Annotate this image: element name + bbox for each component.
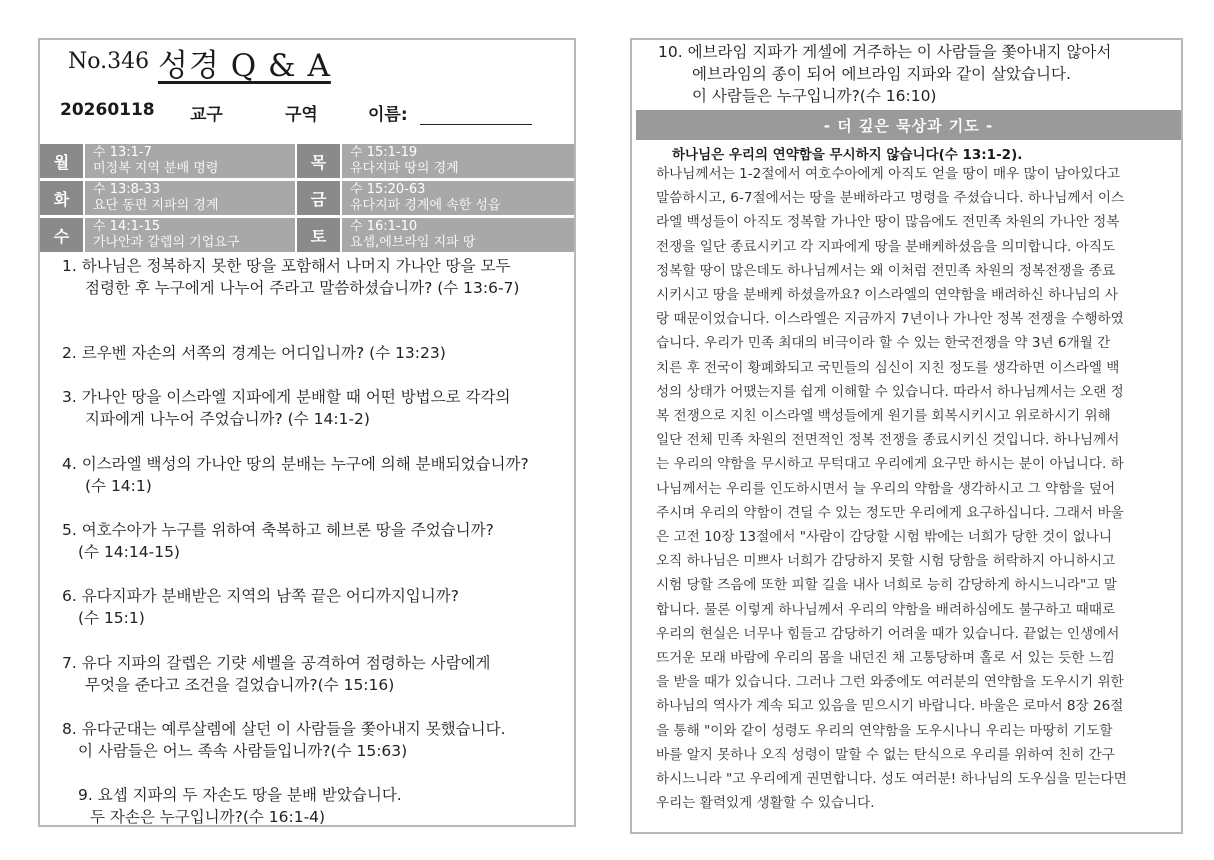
name-blank-line (420, 124, 532, 125)
question-10-line: 10. 에브라임 지파가 게셀에 거주하는 이 사람들을 쫓아내지 않아서 (658, 43, 1112, 61)
meditation-line: 하시느니라 "고 우리에게 권면합니다. 성도 여러분! 하나님의 도우심을 믿는다면 (656, 771, 1127, 788)
schedule-ref: 수 16:1-10 (350, 219, 418, 234)
schedule-ref: 수 15:1-19 (350, 145, 418, 160)
meditation-line: 우리의 현실은 너무나 힘들고 감당하기 어려울 때가 있습니다. 끝없는 인생에서 (656, 625, 1120, 642)
church-label: 교구 (190, 105, 223, 125)
schedule-ref: 수 13:1-7 (93, 145, 152, 160)
meditation-line: 시험 당할 즈음에 또한 피할 길을 내사 너희로 능히 감당하게 하시느니라"고 말 (656, 577, 1117, 594)
schedule-entry (85, 144, 295, 178)
meditation-line: 을 받을 때가 있습니다. 그러나 그런 와중에도 여러분의 연약함을 도우시기 위한 (656, 674, 1124, 691)
issue-number: No.346 (68, 49, 150, 74)
meditation-line: 치른 후 전국이 황폐화되고 국민들의 심신이 지친 정도를 생각하면 이스라엘 백 (656, 359, 1120, 376)
question-10-line: 에브라임의 종이 되어 에브라임 지파와 같이 살았습니다. (692, 65, 1071, 83)
schedule-entry (85, 181, 295, 215)
schedule-entry (85, 218, 295, 252)
question-4 (62, 453, 529, 497)
question-8 (62, 718, 506, 762)
schedule-topic: 유다지파 땅의 경계 (350, 161, 459, 176)
meditation-panel (630, 38, 1183, 834)
question-10-line: 이 사람들은 누구입니까?(수 16:10) (692, 87, 937, 105)
meditation-line: 일단 전체 민족 차원의 전면적인 정복 전쟁을 종료시키신 것입니다. 하나님께서 (656, 432, 1120, 449)
question-line: 6. 유다지파가 분배받은 지역의 남쪽 끝은 어디까지입니까? (62, 587, 459, 605)
meditation-line: 나님께서는 우리를 인도하시면서 늘 우리의 약함을 생각하시고 그 약함을 덮어 (656, 480, 1116, 497)
schedule-row (40, 142, 574, 179)
schedule-topic: 요셉,에브라임 지파 땅 (350, 235, 476, 250)
question-line: 지파에게 나누어 주었습니까? (수 14:1-2) (85, 410, 370, 428)
question-line: 3. 가나안 땅을 이스라엘 지파에게 분배할 때 어떤 방법으로 각각의 (62, 388, 511, 406)
schedule-entry (342, 181, 574, 215)
schedule-topic: 가나안과 갈렙의 기업요구 (93, 235, 240, 250)
schedule-day: 토 (297, 218, 340, 252)
meditation-line: 복 전쟁으로 지친 이스라엘 백성들에게 원기를 회복시키시고 위로하시기 위해 (656, 408, 1111, 425)
question-line: (수 14:1) (85, 477, 152, 495)
meditation-line: 합니다. 물론 이렇게 하나님께서 우리의 약함을 배려하심에도 불구하고 때때로 (656, 601, 1116, 618)
schedule-day: 금 (297, 181, 340, 215)
reading-schedule (40, 142, 574, 253)
page-title: 성경 Q & A (158, 48, 331, 84)
schedule-row (40, 179, 574, 216)
schedule-entry (342, 218, 574, 252)
question-line: (수 15:1) (78, 609, 145, 627)
schedule-entry (342, 144, 574, 178)
meditation-line: 오직 하나님은 미쁘사 너희가 감당하지 못할 시험 당함을 허락하지 아니하시고 (656, 553, 1116, 570)
meditation-line: 습니다. 우리가 민족 최대의 비극이라 할 수 있는 한국전쟁을 약 3년 6개월 간 (656, 335, 1111, 352)
question-line: 점령한 후 누구에게 나누어 주라고 말씀하셨습니까? (수 13:6-7) (85, 279, 520, 297)
meditation-line: 을 통해 "이와 같이 성령도 우리의 연약함을 도우시나니 우리는 마땅히 기도할 (656, 722, 1113, 739)
schedule-row (40, 216, 574, 253)
schedule-topic: 유다지파 경계에 속한 성읍 (350, 198, 501, 213)
question-9 (78, 784, 402, 828)
meditation-line: 성의 상태가 어땠는지를 쉽게 이해할 수 있습니다. 따라서 하나님께서는 오랜 정 (656, 383, 1124, 400)
question-line: 이 사람들은 어느 족속 사람들입니까?(수 15:63) (78, 742, 408, 760)
meditation-line: 하나님의 역사가 계속 되고 있음을 믿으시기 바랍니다. 바울은 로마서 8장 26절 (656, 698, 1124, 715)
meditation-line: 우리는 활력있게 생활할 수 있습니다. (656, 795, 875, 812)
meditation-line: 라엘 백성들이 아직도 정복할 가나안 땅이 많음에도 전민족 차원의 가나안 정복 (656, 214, 1120, 231)
meditation-line: 은 고전 10장 13절에서 "사람이 감당할 시험 밖에는 너희가 당한 것이 없나니 (656, 529, 1113, 546)
meditation-line: 전쟁을 일단 종료시키고 각 지파에게 땅을 분배케하셨음을 의미합니다. 아직도 (656, 238, 1116, 255)
question-line: 2. 르우벤 자손의 서쪽의 경계는 어디입니까? (수 13:23) (62, 344, 446, 362)
question-7 (62, 652, 491, 696)
question-5 (62, 519, 494, 563)
question-line: 무엇을 준다고 조건을 걸었습니까?(수 15:16) (85, 676, 395, 694)
meditation-line: 뜨거운 모래 바람에 우리의 몸을 내던진 채 고통당하며 홀로 서 있는 듯한 느낌 (656, 650, 1115, 667)
district-label: 구역 (285, 105, 318, 125)
question-line: 7. 유다 지파의 갈렙은 기럇 세벨을 공격하여 점령하는 사람에게 (62, 654, 491, 672)
question-6 (62, 585, 459, 629)
schedule-day: 월 (40, 144, 83, 178)
question-line: 5. 여호수아가 누구를 위하여 축복하고 헤브론 땅을 주었습니까? (62, 521, 494, 539)
meditation-line: 는 우리의 약함을 무시하고 무턱대고 우리에게 요구만 하시는 분이 아닙니다. 하 (656, 456, 1124, 473)
question-line: 1. 하나님은 정복하지 못한 땅을 포함해서 나머지 가나안 땅을 모두 (62, 257, 511, 275)
schedule-topic: 요단 동편 지파의 경계 (93, 198, 219, 213)
question-line: 두 자손은 누구입니까?(수 16:1-4) (90, 808, 326, 826)
schedule-ref: 수 15:20-63 (350, 182, 426, 197)
meditation-line: 바를 알지 못하나 오직 성령이 말할 수 없는 탄식으로 우리를 위하여 친히 간구 (656, 746, 1115, 763)
schedule-topic: 미정복 지역 분배 명령 (93, 161, 219, 176)
question-line: (수 14:14-15) (78, 543, 180, 561)
meditation-line: 하나님께서는 1-2절에서 여호수아에게 아직도 얻을 땅이 매우 많이 남아있다고 (656, 166, 1120, 182)
question-line: 4. 이스라엘 백성의 가나안 땅의 분배는 누구에 의해 분배되었습니까? (62, 455, 529, 473)
question-line: 9. 요셉 지파의 두 자손도 땅을 분배 받았습니다. (78, 786, 402, 804)
schedule-ref: 수 14:1-15 (93, 219, 161, 234)
qa-worksheet-panel (38, 38, 576, 827)
question-2 (62, 342, 446, 364)
question-line: 8. 유다군대는 예루살렘에 살던 이 사람들을 쫓아내지 못했습니다. (62, 720, 506, 738)
schedule-day: 화 (40, 181, 83, 215)
meditation-line: 정복할 땅이 많은데도 하나님께서는 왜 이처럼 전민족 차원의 정복전쟁을 종료 (656, 262, 1116, 279)
meditation-line: 랑 때문이었습니다. 이스라엘은 지금까지 7년이나 가나안 정복 전쟁을 수행하였 (656, 311, 1124, 328)
name-label: 이름: (368, 105, 408, 125)
date-label: 20260118 (60, 100, 155, 120)
meditation-body (656, 162, 1168, 815)
meditation-line: 시키시고 땅을 분배케 하셨을까요? 이스라엘의 연약함을 배려하신 하나님의 사 (656, 287, 1118, 304)
question-3 (62, 386, 510, 430)
meditation-heading-band: - 더 깊은 묵상과 기도 - (636, 110, 1181, 140)
question-1 (62, 255, 519, 299)
schedule-day: 수 (40, 218, 83, 252)
meditation-line: 말씀하시고, 6-7절에서는 땅을 분배하라고 명령을 주셨습니다. 하나님께서 이스 (656, 190, 1125, 207)
meditation-line: 주시며 우리의 약함이 견딜 수 있는 정도만 우리에게 요구하십니다. 그래서 바울 (656, 504, 1124, 521)
meditation-subtitle: 하나님은 우리의 연약함을 무시하지 않습니다(수 13:1-2). (672, 147, 1023, 163)
schedule-day: 목 (297, 144, 340, 178)
schedule-ref: 수 13:8-33 (93, 182, 161, 197)
